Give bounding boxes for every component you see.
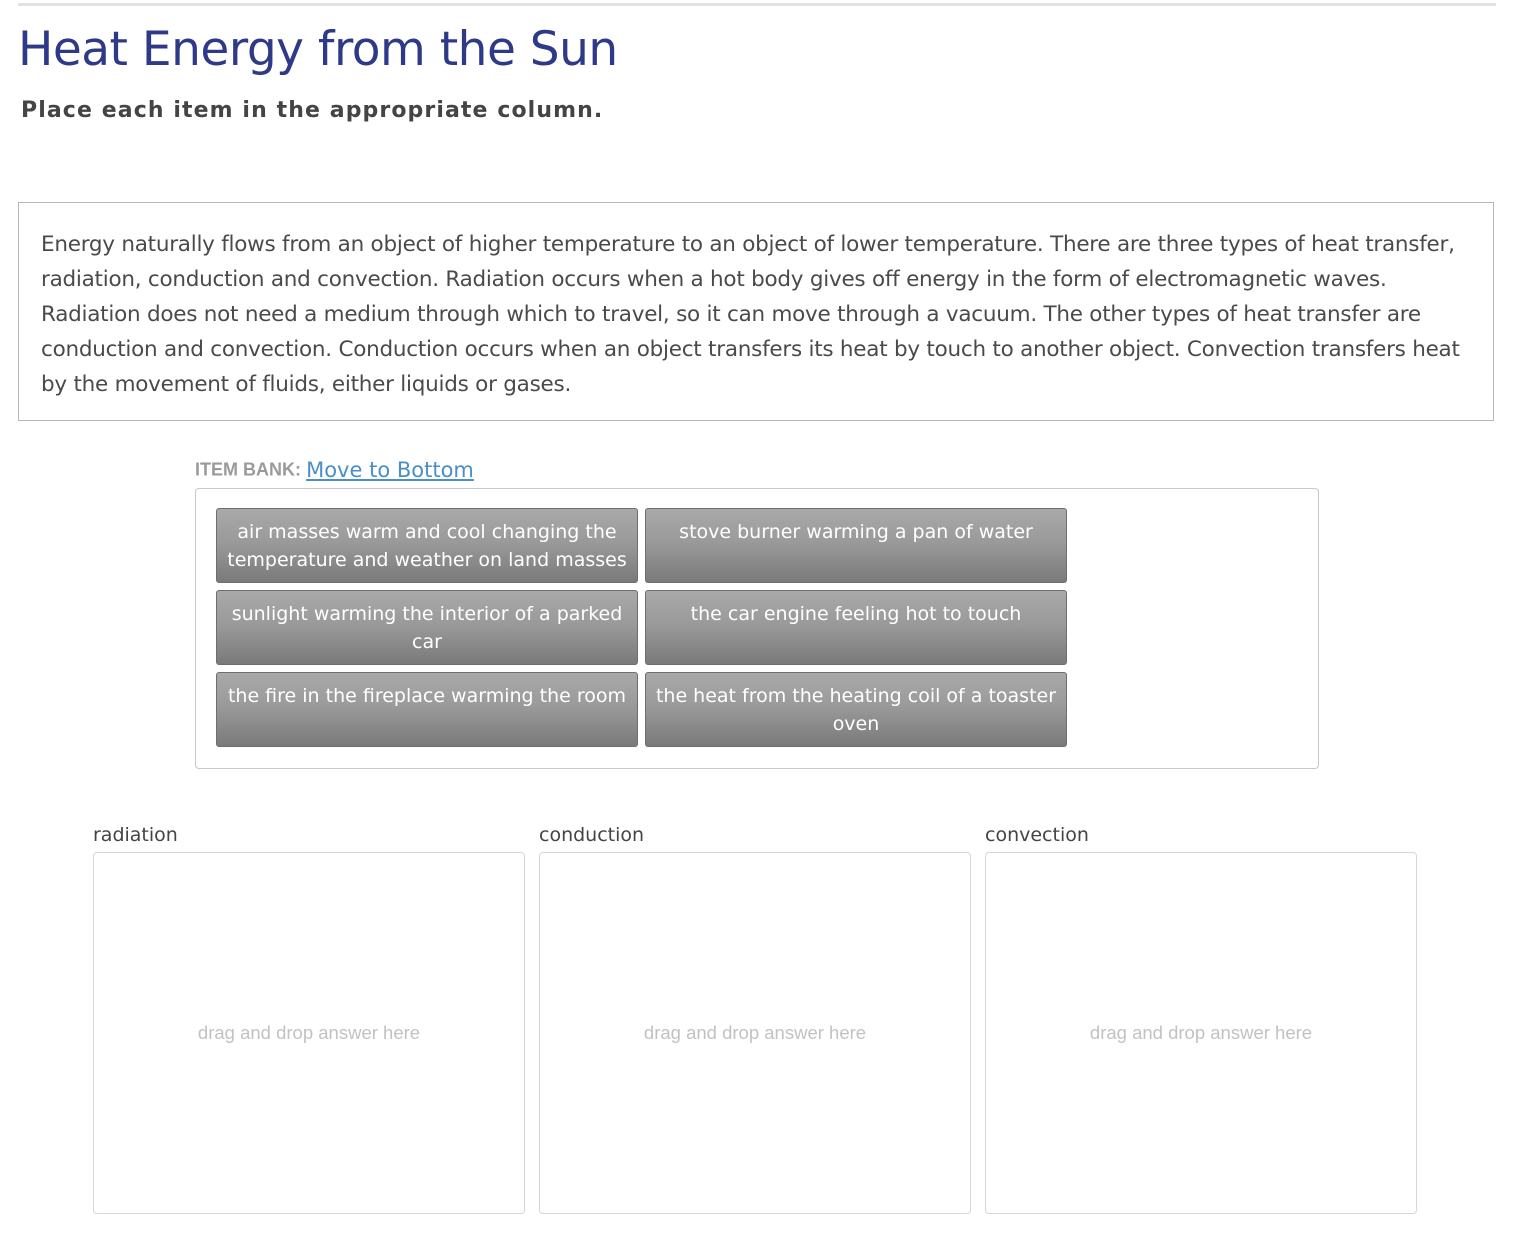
instructions-text: Place each item in the appropriate column. — [21, 98, 604, 123]
drop-zone-radiation[interactable] — [93, 852, 525, 1214]
page-title: Heat Energy from the Sun — [18, 22, 618, 77]
draggable-item[interactable]: air masses warm and cool changing the temperature and weather on land masses — [216, 508, 638, 583]
column-label-convection: convection — [985, 824, 1089, 846]
drop-zone-placeholder: drag and drop answer here — [1089, 1022, 1313, 1043]
passage-box — [18, 202, 1494, 421]
top-divider — [18, 3, 1496, 6]
draggable-item[interactable]: sunlight warming the interior of a parked car — [216, 590, 638, 665]
draggable-item[interactable]: the fire in the fireplace warming the room — [216, 672, 638, 747]
drop-zone-placeholder: drag and drop answer here — [643, 1022, 867, 1043]
draggable-item[interactable]: the car engine feeling hot to touch — [645, 590, 1067, 665]
draggable-item[interactable]: the heat from the heating coil of a toaster oven — [645, 672, 1067, 747]
draggable-item[interactable]: stove burner warming a pan of water — [645, 508, 1067, 583]
column-label-conduction: conduction — [539, 824, 645, 846]
move-to-bottom-link[interactable]: Move to Bottom — [306, 458, 474, 482]
item-bank — [195, 488, 1319, 769]
passage-text: Energy naturally flows from an object of higher temperature to an object of lower temperature. There are three types of heat transfer, radiation, conduction and convection. Radiation occurs when a hot body gives off energy in the form of electromagnetic waves. Radiation does not need a medium through which to travel, so it can move through a vacuum. The other types of heat transfer are conduction and convection. Conduction occurs when an object transfers its heat by touch to another object. Convection transfers heat by the movement of fluids, either liquids or gases. — [41, 232, 1460, 397]
drop-zone-placeholder: drag and drop answer here — [197, 1022, 421, 1043]
column-label-radiation: radiation — [93, 824, 178, 846]
drop-zone-conduction[interactable] — [539, 852, 971, 1214]
drop-zone-convection[interactable] — [985, 852, 1417, 1214]
item-bank-label: ITEM BANK: — [195, 459, 301, 480]
item-bank-header — [195, 458, 474, 482]
